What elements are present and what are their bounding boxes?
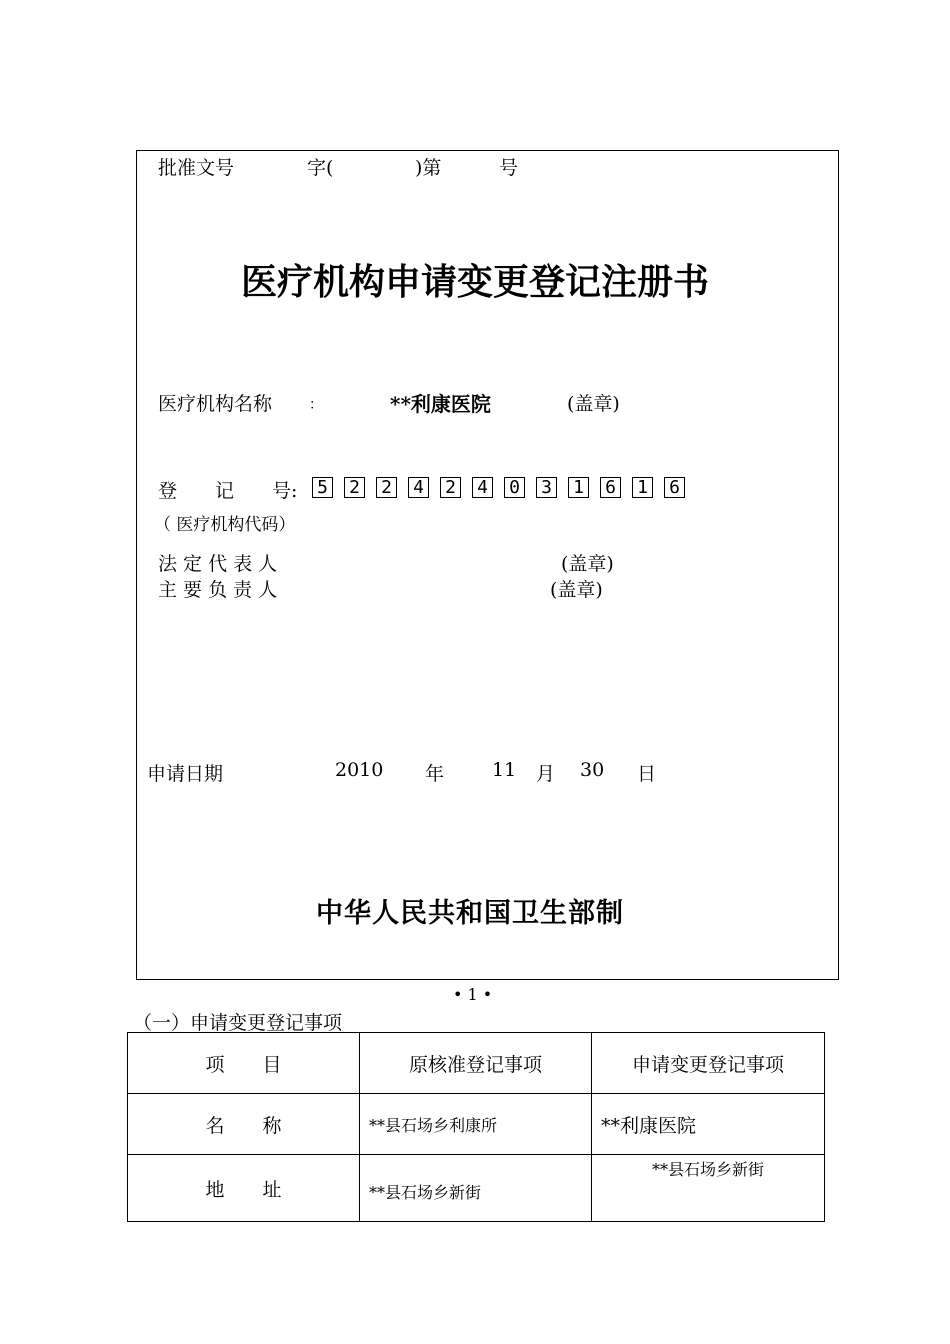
row-original-text: **县石场乡利康所	[369, 1115, 498, 1135]
row-item: 名 称	[128, 1094, 360, 1155]
org-name-label: 医疗机构名称	[158, 393, 273, 415]
date-year-unit: 年	[425, 763, 445, 785]
header-original: 原核准登记事项	[360, 1033, 592, 1094]
table-row	[128, 1155, 825, 1222]
reg-digit: 2	[376, 477, 397, 498]
table-row	[128, 1094, 825, 1155]
issuer: 中华人民共和国卫生部制	[316, 898, 624, 929]
principal-seal: (盖章)	[550, 579, 603, 601]
reg-digit: 2	[344, 477, 365, 498]
reg-digit: 5	[312, 477, 333, 498]
row-original	[360, 1094, 592, 1155]
reg-digit: 3	[536, 477, 557, 498]
change-items-table	[127, 1032, 825, 1222]
header-requested: 申请变更登记事项	[592, 1033, 825, 1094]
section-title: （一）申请变更登记事项	[133, 1012, 343, 1034]
principal-label: 主 要 负 责 人	[158, 579, 278, 601]
date-day-unit: 日	[637, 763, 657, 785]
table-header-row	[128, 1033, 825, 1094]
reg-digit: 0	[504, 477, 525, 498]
org-name-value: **利康医院	[390, 392, 491, 416]
reg-digit: 4	[472, 477, 493, 498]
row-original-text: **县石场乡新街	[369, 1182, 482, 1202]
reg-digit: 6	[600, 477, 621, 498]
legal-rep-label: 法 定 代 表 人	[158, 553, 278, 575]
date-day: 30	[580, 759, 605, 781]
date-month-unit: 月	[536, 763, 556, 785]
approval-hao: 号	[499, 157, 519, 179]
reg-digit: 2	[440, 477, 461, 498]
row-requested-text: **县石场乡新街	[651, 1160, 764, 1179]
reg-digit: 4	[408, 477, 429, 498]
org-name-colon: ：	[309, 397, 323, 413]
reg-digit: 1	[568, 477, 589, 498]
row-item: 地 址	[128, 1155, 360, 1222]
date-label: 申请日期	[147, 763, 224, 785]
header-item: 项 目	[128, 1033, 360, 1094]
reg-no-boxes	[312, 477, 685, 498]
reg-digit: 6	[664, 477, 685, 498]
approval-zi: 字(	[307, 157, 334, 179]
page-title: 医疗机构申请变更登记注册书	[241, 261, 710, 303]
org-code-label: （ 医疗机构代码）	[154, 515, 296, 535]
date-month: 11	[492, 759, 517, 781]
org-seal: (盖章)	[567, 393, 620, 415]
approval-label: 批准文号	[158, 157, 235, 179]
row-original	[360, 1155, 592, 1222]
date-year: 2010	[335, 759, 384, 781]
page-number: • 1 •	[453, 985, 493, 1004]
row-requested: **利康医院	[592, 1094, 825, 1155]
reg-no-label: 登 记 号:	[158, 480, 298, 502]
cover-page	[136, 150, 839, 980]
approval-di: )第	[415, 157, 442, 179]
legal-rep-seal: (盖章)	[561, 553, 614, 575]
row-requested	[592, 1155, 825, 1222]
reg-digit: 1	[632, 477, 653, 498]
